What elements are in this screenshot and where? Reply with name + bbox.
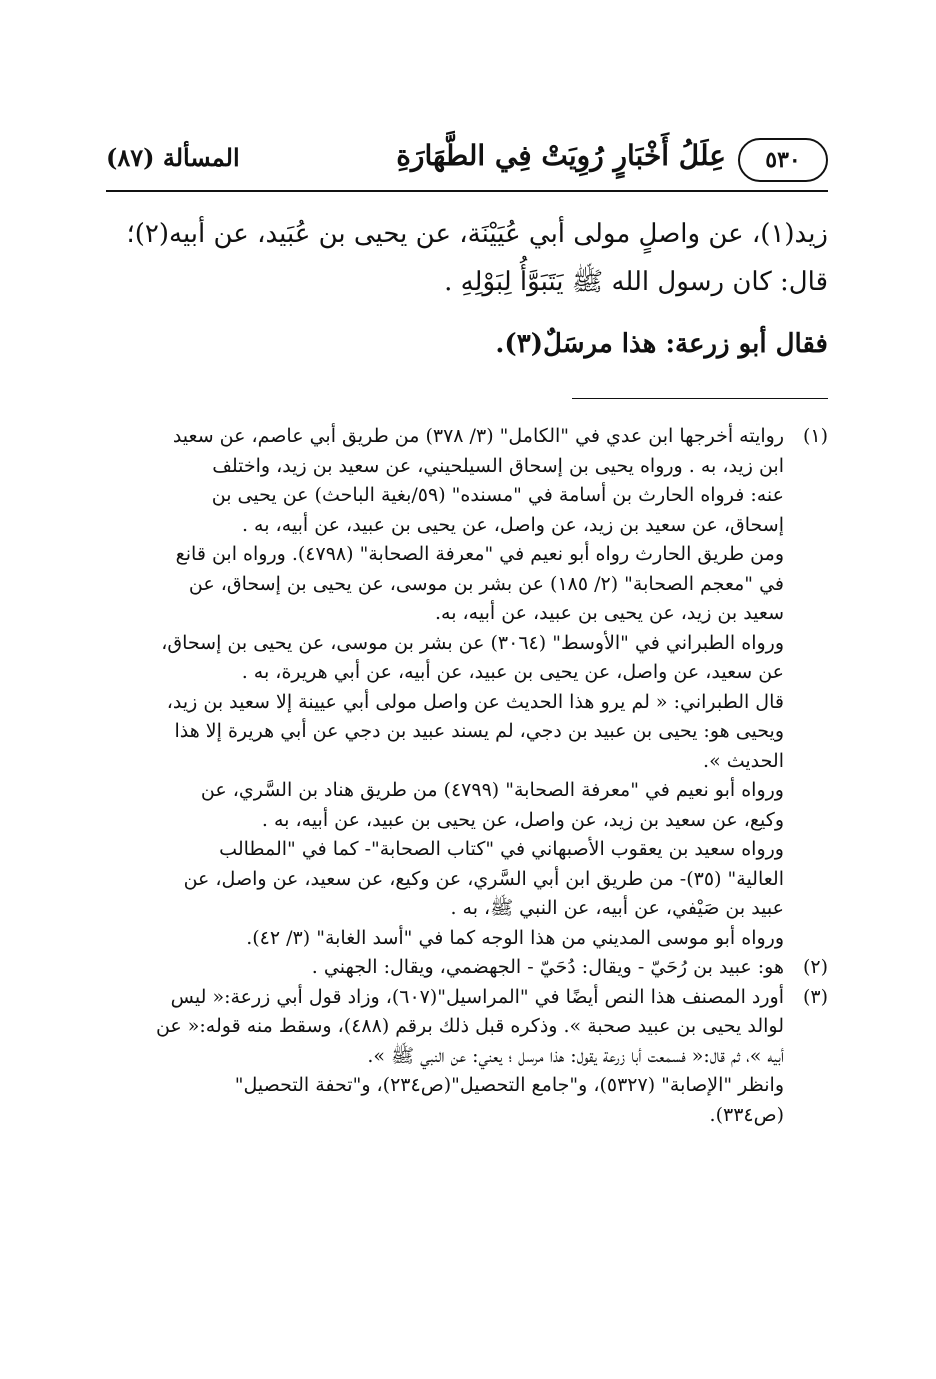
footnote-line: عنه: فرواه الحارث بن أسامة في "مسنده" (٥٩/بغية الباحث) عن يحيى بن xyxy=(211,484,784,506)
footnote-body xyxy=(106,422,784,953)
footnote-3 xyxy=(106,983,828,1131)
footnote-line: ورواه أبو موسى المديني من هذا الوجه كما في "أسد الغابة" (٣/ ٤٢). xyxy=(246,926,784,949)
main-text xyxy=(106,210,828,368)
footnote-line: ورواه الطبراني في "الأوسط" (٣٠٦٤) عن بشر بن موسى، عن يحيى بن إسحاق، xyxy=(161,631,784,654)
footnote-line: ابن زيد، به . ورواه يحيى بن إسحاق السيلحيني، عن سعيد بن زيد، واختلف xyxy=(212,454,784,477)
footnote-1 xyxy=(106,422,828,953)
footnote-line: ومن طريق الحارث رواه أبو نعيم في "معرفة الصحابة" (٤٧٩٨). ورواه ابن قانع xyxy=(175,543,784,565)
abu-zurah-statement: فقال أبو زرعة: هذا مرسَلٌ(٣). xyxy=(495,329,828,359)
book-title: عِلَلُ أَخْبَارٍ رُوِيَتْ فِي الطَّهَارَةِ xyxy=(396,139,726,172)
issue-number: المسألة (٨٧) xyxy=(106,143,240,172)
footnote-separator xyxy=(572,398,828,399)
footnote-line: ويحيى هو: يحيى بن عبيد بن دجي، لم يسند عبيد بن دجي عن أبي هريرة إلا هذا xyxy=(174,720,784,742)
footnote-line: وكيع، عن سعيد بن زيد، عن واصل، عن يحيى بن عبيد، عن أبيه، به . xyxy=(261,808,784,831)
footnote-line: قال الطبراني: « لم يرو هذا الحديث عن واصل مولى أبي عيينة إلا سعيد بن زيد، xyxy=(166,690,784,713)
footnote-line: وانظر "الإصابة" (٥٣٢٧)، و"جامع التحصيل"(ص٢٣٤)، و"تحفة التحصيل" xyxy=(234,1074,784,1096)
page-number-badge: ٥٣٠ xyxy=(738,138,828,182)
footnote-line: هو: عبيد بن رُحَيّ - ويقال: دُحَيّ - الجهضمي، ويقال: الجهني . xyxy=(311,956,784,978)
footnote-line: في "معجم الصحابة" (٢/ ١٨٥) عن بشر بن موسى، عن يحيى بن إسحاق، عن xyxy=(188,572,784,595)
footnote-line: روايته أخرجها ابن عدي في "الكامل" (٣/ ٣٧٨) من طريق أبي عاصم، عن سعيد xyxy=(172,425,784,447)
footnote-body xyxy=(106,983,784,1131)
footnote-line: ورواه أبو نعيم في "معرفة الصحابة" (٤٧٩٩) من طريق هناد بن السَّري، عن xyxy=(200,779,784,801)
footnote-number: (١) xyxy=(802,425,828,447)
footnote-line: أورد المصنف هذا النص أيضًا في "المراسيل"(٦٠٧)، وزاد قول أبي زرعة:« ليس xyxy=(170,985,784,1008)
page-header xyxy=(106,132,828,180)
footnote-line: إسحاق، عن سعيد بن زيد، عن واصل، عن يحيى بن عبيد، عن أبيه، به . xyxy=(241,513,784,536)
footnote-2 xyxy=(106,953,828,983)
footnote-line: ورواه سعيد بن يعقوب الأصبهاني في "كتاب الصحابة"- كما في "المطالب xyxy=(219,838,784,860)
footnotes xyxy=(106,422,828,1130)
footnote-line: أبيه »، ثم قال:« فسمعت أبا زرعة يقول: هذا مرسل ؛ يعني: عن النبي ﷺ ». xyxy=(367,1044,784,1067)
footnote-line: عبيد بن صَيْفي، عن أبيه، عن النبي ﷺ، به . xyxy=(450,897,784,919)
main-text-line: قال: كان رسول الله ﷺ يَتَبَوَّأُ لِبَوْلِهِ . xyxy=(444,267,828,297)
footnote-body xyxy=(106,953,784,983)
header-divider xyxy=(106,190,828,192)
footnote-line: عن سعيد، عن واصل، عن يحيى بن عبيد، عن أبيه، عن أبي هريرة، به . xyxy=(241,661,784,683)
main-text-line: زيد(١)، عن واصلٍ مولى أبي عُيَيْنَة، عن يحيى بن عُبَيد، عن أبيه(٢)؛ xyxy=(126,219,828,249)
footnote-line: (ص٣٣٤). xyxy=(709,1103,784,1126)
footnote-line: سعيد بن زيد، عن يحيى بن عبيد، عن أبيه، به. xyxy=(435,602,784,624)
footnote-number: (٢) xyxy=(802,956,828,978)
footnote-number: (٣) xyxy=(802,985,828,1008)
footnote-line: الحديث ». xyxy=(703,749,784,772)
footnote-line: العالية" (٣٥)- من طريق ابن أبي السَّري، عن وكيع، عن سعيد، عن واصل، عن xyxy=(183,867,784,890)
footnote-line: لوالد يحيى بن عبيد صحبة ». وذكره قبل ذلك برقم (٤٨٨)، وسقط منه قوله:« عن xyxy=(155,1015,784,1037)
